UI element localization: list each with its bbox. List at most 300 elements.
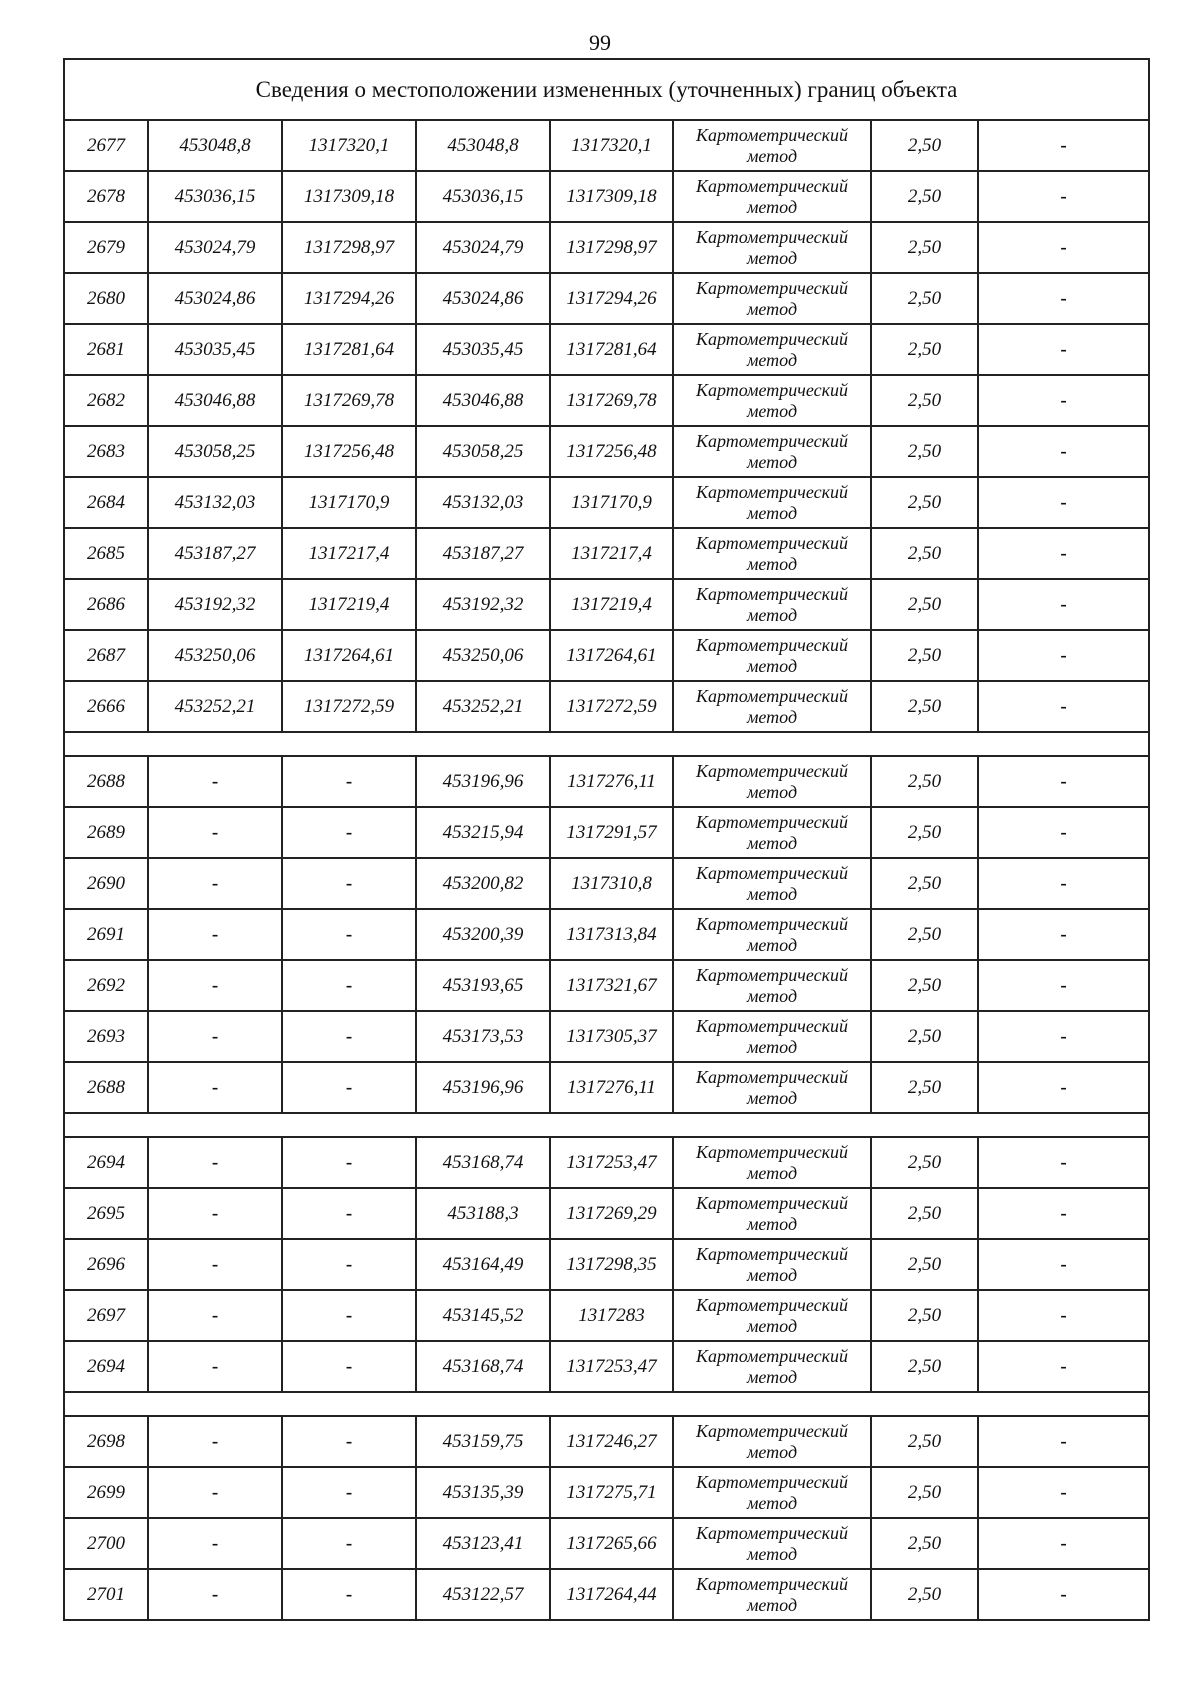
note-cell: - — [978, 1188, 1149, 1239]
method-cell — [673, 1569, 871, 1620]
method-line-1: Картометрический — [695, 1573, 848, 1594]
method-cell — [673, 1137, 871, 1188]
note-cell: - — [978, 909, 1149, 960]
method-line-2: метод — [746, 349, 798, 370]
existing-y-cell: 1317298,97 — [282, 222, 416, 273]
accuracy-cell: 2,50 — [871, 1137, 978, 1188]
method-cell — [673, 273, 871, 324]
table-row — [64, 579, 1149, 630]
method-cell — [673, 909, 871, 960]
method-cell — [673, 1416, 871, 1467]
accuracy-cell: 2,50 — [871, 1341, 978, 1392]
existing-x-cell: - — [148, 1467, 282, 1518]
method-line-1: Картометрический — [695, 1294, 848, 1315]
table-row — [64, 1062, 1149, 1113]
method-line-2: метод — [746, 196, 798, 217]
existing-y-cell: 1317269,78 — [282, 375, 416, 426]
method-cell — [673, 858, 871, 909]
method-cell — [673, 579, 871, 630]
table-row — [64, 528, 1149, 579]
accuracy-cell: 2,50 — [871, 579, 978, 630]
accuracy-cell: 2,50 — [871, 528, 978, 579]
note-cell: - — [978, 1290, 1149, 1341]
refined-x-cell: 453173,53 — [416, 1011, 550, 1062]
method-cell — [673, 1290, 871, 1341]
refined-x-cell: 453159,75 — [416, 1416, 550, 1467]
method-cell — [673, 681, 871, 732]
note-cell: - — [978, 681, 1149, 732]
existing-y-cell: - — [282, 1467, 416, 1518]
point-number-cell: 2687 — [64, 630, 148, 681]
existing-y-cell: - — [282, 1290, 416, 1341]
table-row — [64, 909, 1149, 960]
point-number-cell: 2685 — [64, 528, 148, 579]
refined-y-cell: 1317217,4 — [550, 528, 673, 579]
existing-y-cell: 1317256,48 — [282, 426, 416, 477]
table-row — [64, 222, 1149, 273]
point-number-cell: 2684 — [64, 477, 148, 528]
existing-x-cell: - — [148, 1290, 282, 1341]
accuracy-cell: 2,50 — [871, 171, 978, 222]
refined-x-cell: 453135,39 — [416, 1467, 550, 1518]
method-line-1: Картометрический — [695, 226, 848, 247]
refined-x-cell: 453200,82 — [416, 858, 550, 909]
existing-y-cell: - — [282, 1518, 416, 1569]
method-line-1: Картометрический — [695, 760, 848, 781]
method-line-1: Картометрический — [695, 481, 848, 502]
table-row — [64, 1518, 1149, 1569]
accuracy-cell: 2,50 — [871, 681, 978, 732]
method-line-1: Картометрический — [695, 1015, 848, 1036]
existing-y-cell: 1317294,26 — [282, 273, 416, 324]
existing-x-cell: - — [148, 858, 282, 909]
table-row — [64, 120, 1149, 171]
method-cell — [673, 1341, 871, 1392]
existing-y-cell: - — [282, 756, 416, 807]
accuracy-cell: 2,50 — [871, 1290, 978, 1341]
refined-y-cell: 1317170,9 — [550, 477, 673, 528]
method-line-2: метод — [746, 655, 798, 676]
table-row — [64, 807, 1149, 858]
refined-x-cell: 453145,52 — [416, 1290, 550, 1341]
group-separator-cell — [64, 1113, 1149, 1137]
refined-x-cell: 453252,21 — [416, 681, 550, 732]
method-line-2: метод — [746, 400, 798, 421]
existing-y-cell: 1317320,1 — [282, 120, 416, 171]
existing-y-cell: 1317272,59 — [282, 681, 416, 732]
accuracy-cell: 2,50 — [871, 858, 978, 909]
refined-x-cell: 453196,96 — [416, 756, 550, 807]
method-line-2: метод — [746, 781, 798, 802]
group-separator-row — [64, 1113, 1149, 1137]
point-number-cell: 2695 — [64, 1188, 148, 1239]
note-cell: - — [978, 807, 1149, 858]
method-line-1: Картометрический — [695, 1420, 848, 1441]
existing-y-cell: - — [282, 1137, 416, 1188]
method-line-2: метод — [746, 1213, 798, 1234]
refined-x-cell: 453168,74 — [416, 1341, 550, 1392]
refined-x-cell: 453193,65 — [416, 960, 550, 1011]
note-cell: - — [978, 1467, 1149, 1518]
method-line-2: метод — [746, 1594, 798, 1615]
note-cell: - — [978, 120, 1149, 171]
refined-x-cell: 453058,25 — [416, 426, 550, 477]
method-line-2: метод — [746, 1543, 798, 1564]
method-line-2: метод — [746, 1162, 798, 1183]
refined-x-cell: 453132,03 — [416, 477, 550, 528]
table-row — [64, 1011, 1149, 1062]
point-number-cell: 2688 — [64, 756, 148, 807]
refined-y-cell: 1317264,61 — [550, 630, 673, 681]
existing-x-cell: - — [148, 1416, 282, 1467]
existing-x-cell: 453252,21 — [148, 681, 282, 732]
note-cell: - — [978, 1239, 1149, 1290]
accuracy-cell: 2,50 — [871, 756, 978, 807]
group-separator-row — [64, 732, 1149, 756]
note-cell: - — [978, 1569, 1149, 1620]
note-cell: - — [978, 1137, 1149, 1188]
existing-x-cell: 453048,8 — [148, 120, 282, 171]
method-line-1: Картометрический — [695, 1192, 848, 1213]
method-line-1: Картометрический — [695, 862, 848, 883]
refined-x-cell: 453196,96 — [416, 1062, 550, 1113]
method-line-1: Картометрический — [695, 430, 848, 451]
table-row — [64, 681, 1149, 732]
table-row — [64, 756, 1149, 807]
point-number-cell: 2694 — [64, 1137, 148, 1188]
refined-y-cell: 1317275,71 — [550, 1467, 673, 1518]
accuracy-cell: 2,50 — [871, 630, 978, 681]
refined-y-cell: 1317219,4 — [550, 579, 673, 630]
existing-y-cell: 1317170,9 — [282, 477, 416, 528]
accuracy-cell: 2,50 — [871, 1062, 978, 1113]
refined-y-cell: 1317305,37 — [550, 1011, 673, 1062]
point-number-cell: 2677 — [64, 120, 148, 171]
existing-x-cell: 453187,27 — [148, 528, 282, 579]
refined-x-cell: 453046,88 — [416, 375, 550, 426]
method-line-2: метод — [746, 706, 798, 727]
existing-x-cell: 453035,45 — [148, 324, 282, 375]
point-number-cell: 2693 — [64, 1011, 148, 1062]
method-line-1: Картометрический — [695, 634, 848, 655]
refined-y-cell: 1317253,47 — [550, 1341, 673, 1392]
existing-y-cell: - — [282, 1011, 416, 1062]
existing-y-cell: - — [282, 1239, 416, 1290]
method-line-1: Картометрический — [695, 1066, 848, 1087]
method-line-2: метод — [746, 985, 798, 1006]
accuracy-cell: 2,50 — [871, 1569, 978, 1620]
point-number-cell: 2701 — [64, 1569, 148, 1620]
existing-y-cell: - — [282, 1188, 416, 1239]
existing-x-cell: 453024,79 — [148, 222, 282, 273]
existing-y-cell: 1317309,18 — [282, 171, 416, 222]
method-cell — [673, 1518, 871, 1569]
existing-x-cell: 453024,86 — [148, 273, 282, 324]
method-line-2: метод — [746, 502, 798, 523]
refined-y-cell: 1317298,97 — [550, 222, 673, 273]
refined-y-cell: 1317272,59 — [550, 681, 673, 732]
point-number-cell: 2686 — [64, 579, 148, 630]
point-number-cell: 2678 — [64, 171, 148, 222]
method-line-2: метод — [746, 145, 798, 166]
refined-x-cell: 453123,41 — [416, 1518, 550, 1569]
table-row — [64, 1467, 1149, 1518]
table-row — [64, 477, 1149, 528]
table-row — [64, 426, 1149, 477]
method-cell — [673, 1239, 871, 1290]
accuracy-cell: 2,50 — [871, 120, 978, 171]
method-cell — [673, 222, 871, 273]
method-line-1: Картометрический — [695, 685, 848, 706]
table-row — [64, 1569, 1149, 1620]
method-line-1: Картометрический — [695, 1471, 848, 1492]
refined-x-cell: 453122,57 — [416, 1569, 550, 1620]
accuracy-cell: 2,50 — [871, 273, 978, 324]
existing-y-cell: - — [282, 909, 416, 960]
refined-x-cell: 453188,3 — [416, 1188, 550, 1239]
existing-x-cell: - — [148, 1341, 282, 1392]
refined-y-cell: 1317281,64 — [550, 324, 673, 375]
method-cell — [673, 960, 871, 1011]
point-number-cell: 2697 — [64, 1290, 148, 1341]
existing-x-cell: - — [148, 756, 282, 807]
refined-x-cell: 453164,49 — [416, 1239, 550, 1290]
method-line-2: метод — [746, 832, 798, 853]
method-cell — [673, 171, 871, 222]
point-number-cell: 2692 — [64, 960, 148, 1011]
note-cell: - — [978, 171, 1149, 222]
point-number-cell: 2681 — [64, 324, 148, 375]
refined-y-cell: 1317269,78 — [550, 375, 673, 426]
refined-x-cell: 453168,74 — [416, 1137, 550, 1188]
existing-y-cell: - — [282, 1416, 416, 1467]
note-cell: - — [978, 1011, 1149, 1062]
existing-y-cell: 1317219,4 — [282, 579, 416, 630]
point-number-cell: 2690 — [64, 858, 148, 909]
method-cell — [673, 120, 871, 171]
point-number-cell: 2680 — [64, 273, 148, 324]
refined-y-cell: 1317291,57 — [550, 807, 673, 858]
method-line-2: метод — [746, 1492, 798, 1513]
method-line-1: Картометрический — [695, 379, 848, 400]
existing-y-cell: 1317217,4 — [282, 528, 416, 579]
refined-y-cell: 1317320,1 — [550, 120, 673, 171]
table-row — [64, 1416, 1149, 1467]
point-number-cell: 2689 — [64, 807, 148, 858]
group-separator-row — [64, 1392, 1149, 1416]
point-number-cell: 2666 — [64, 681, 148, 732]
table-row — [64, 1239, 1149, 1290]
boundary-coordinates-table — [63, 58, 1150, 1621]
refined-y-cell: 1317253,47 — [550, 1137, 673, 1188]
refined-x-cell: 453048,8 — [416, 120, 550, 171]
table-row — [64, 1290, 1149, 1341]
method-line-2: метод — [746, 298, 798, 319]
refined-x-cell: 453192,32 — [416, 579, 550, 630]
existing-x-cell: 453132,03 — [148, 477, 282, 528]
note-cell: - — [978, 273, 1149, 324]
refined-y-cell: 1317309,18 — [550, 171, 673, 222]
method-cell — [673, 1188, 871, 1239]
table-title-row — [64, 59, 1149, 120]
refined-y-cell: 1317313,84 — [550, 909, 673, 960]
refined-y-cell: 1317269,29 — [550, 1188, 673, 1239]
point-number-cell: 2700 — [64, 1518, 148, 1569]
existing-x-cell: - — [148, 1062, 282, 1113]
note-cell: - — [978, 426, 1149, 477]
method-cell — [673, 630, 871, 681]
table-row — [64, 273, 1149, 324]
accuracy-cell: 2,50 — [871, 1188, 978, 1239]
refined-x-cell: 453024,86 — [416, 273, 550, 324]
table-row — [64, 1137, 1149, 1188]
refined-y-cell: 1317246,27 — [550, 1416, 673, 1467]
note-cell: - — [978, 1341, 1149, 1392]
accuracy-cell: 2,50 — [871, 807, 978, 858]
method-cell — [673, 807, 871, 858]
note-cell: - — [978, 1062, 1149, 1113]
refined-y-cell: 1317294,26 — [550, 273, 673, 324]
method-line-2: метод — [746, 883, 798, 904]
accuracy-cell: 2,50 — [871, 222, 978, 273]
table-row — [64, 171, 1149, 222]
existing-y-cell: - — [282, 1062, 416, 1113]
method-line-2: метод — [746, 934, 798, 955]
refined-x-cell: 453250,06 — [416, 630, 550, 681]
note-cell: - — [978, 756, 1149, 807]
point-number-cell: 2683 — [64, 426, 148, 477]
method-line-1: Картометрический — [695, 811, 848, 832]
method-line-1: Картометрический — [695, 1522, 848, 1543]
existing-x-cell: - — [148, 1518, 282, 1569]
refined-x-cell: 453036,15 — [416, 171, 550, 222]
accuracy-cell: 2,50 — [871, 909, 978, 960]
point-number-cell: 2696 — [64, 1239, 148, 1290]
note-cell: - — [978, 858, 1149, 909]
method-cell — [673, 1062, 871, 1113]
table-row — [64, 1188, 1149, 1239]
method-line-1: Картометрический — [695, 124, 848, 145]
point-number-cell: 2679 — [64, 222, 148, 273]
accuracy-cell: 2,50 — [871, 1011, 978, 1062]
table-row — [64, 324, 1149, 375]
refined-y-cell: 1317310,8 — [550, 858, 673, 909]
refined-y-cell: 1317256,48 — [550, 426, 673, 477]
method-line-2: метод — [746, 1366, 798, 1387]
table-title: Сведения о местоположении измененных (уточненных) границ объекта — [64, 59, 1149, 120]
note-cell: - — [978, 579, 1149, 630]
method-cell — [673, 528, 871, 579]
existing-y-cell: 1317281,64 — [282, 324, 416, 375]
accuracy-cell: 2,50 — [871, 477, 978, 528]
refined-y-cell: 1317265,66 — [550, 1518, 673, 1569]
refined-x-cell: 453215,94 — [416, 807, 550, 858]
note-cell: - — [978, 1416, 1149, 1467]
method-cell — [673, 324, 871, 375]
existing-y-cell: 1317264,61 — [282, 630, 416, 681]
accuracy-cell: 2,50 — [871, 1416, 978, 1467]
method-line-2: метод — [746, 1036, 798, 1057]
existing-x-cell: 453046,88 — [148, 375, 282, 426]
note-cell: - — [978, 1518, 1149, 1569]
method-cell — [673, 375, 871, 426]
method-line-2: метод — [746, 1315, 798, 1336]
existing-y-cell: - — [282, 807, 416, 858]
page-number: 99 — [589, 30, 611, 55]
table-row — [64, 1341, 1149, 1392]
accuracy-cell: 2,50 — [871, 426, 978, 477]
existing-x-cell: 453192,32 — [148, 579, 282, 630]
refined-y-cell: 1317321,67 — [550, 960, 673, 1011]
existing-y-cell: - — [282, 858, 416, 909]
method-cell — [673, 426, 871, 477]
group-separator-cell — [64, 1392, 1149, 1416]
existing-y-cell: - — [282, 960, 416, 1011]
method-line-1: Картометрический — [695, 913, 848, 934]
point-number-cell: 2691 — [64, 909, 148, 960]
table-row — [64, 375, 1149, 426]
refined-y-cell: 1317264,44 — [550, 1569, 673, 1620]
point-number-cell: 2699 — [64, 1467, 148, 1518]
method-line-1: Картометрический — [695, 1243, 848, 1264]
method-line-1: Картометрический — [695, 532, 848, 553]
method-line-2: метод — [746, 553, 798, 574]
refined-y-cell: 1317276,11 — [550, 1062, 673, 1113]
refined-x-cell: 453200,39 — [416, 909, 550, 960]
note-cell: - — [978, 960, 1149, 1011]
point-number-cell: 2698 — [64, 1416, 148, 1467]
method-cell — [673, 1011, 871, 1062]
table-body — [64, 59, 1149, 1620]
method-line-1: Картометрический — [695, 964, 848, 985]
existing-x-cell: 453250,06 — [148, 630, 282, 681]
existing-x-cell: - — [148, 1137, 282, 1188]
existing-x-cell: - — [148, 807, 282, 858]
method-cell — [673, 756, 871, 807]
refined-y-cell: 1317283 — [550, 1290, 673, 1341]
point-number-cell: 2682 — [64, 375, 148, 426]
existing-x-cell: - — [148, 960, 282, 1011]
existing-y-cell: - — [282, 1341, 416, 1392]
method-line-2: метод — [746, 247, 798, 268]
accuracy-cell: 2,50 — [871, 1518, 978, 1569]
method-line-1: Картометрический — [695, 175, 848, 196]
table-row — [64, 858, 1149, 909]
method-line-1: Картометрический — [695, 277, 848, 298]
method-cell — [673, 477, 871, 528]
refined-x-cell: 453187,27 — [416, 528, 550, 579]
existing-y-cell: - — [282, 1569, 416, 1620]
refined-x-cell: 453024,79 — [416, 222, 550, 273]
point-number-cell: 2694 — [64, 1341, 148, 1392]
refined-y-cell: 1317276,11 — [550, 756, 673, 807]
existing-x-cell: - — [148, 1188, 282, 1239]
method-line-2: метод — [746, 1264, 798, 1285]
existing-x-cell: - — [148, 1011, 282, 1062]
refined-x-cell: 453035,45 — [416, 324, 550, 375]
method-line-1: Картометрический — [695, 328, 848, 349]
method-line-2: метод — [746, 1441, 798, 1462]
accuracy-cell: 2,50 — [871, 1239, 978, 1290]
note-cell: - — [978, 630, 1149, 681]
method-line-2: метод — [746, 451, 798, 472]
note-cell: - — [978, 375, 1149, 426]
accuracy-cell: 2,50 — [871, 1467, 978, 1518]
note-cell: - — [978, 222, 1149, 273]
accuracy-cell: 2,50 — [871, 375, 978, 426]
method-line-2: метод — [746, 1087, 798, 1108]
note-cell: - — [978, 528, 1149, 579]
